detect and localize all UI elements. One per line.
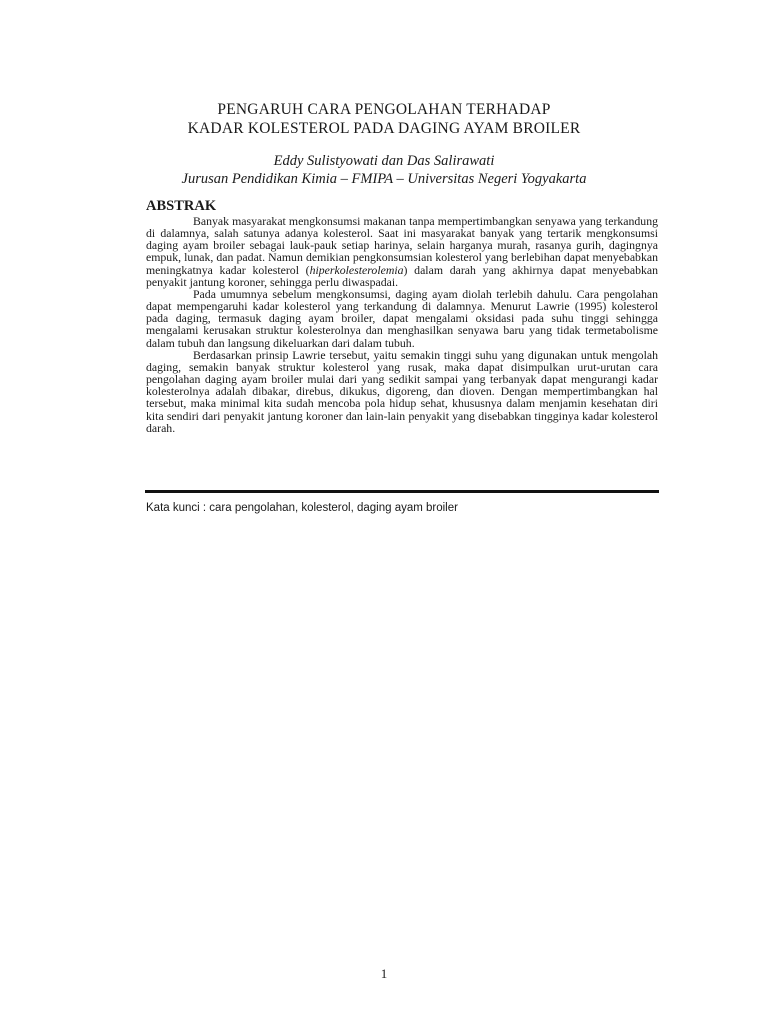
author-names: Eddy Sulistyowati dan Das Salirawati [273,153,495,169]
abstract-p1-text-b: ) dalam darah yang akhirnya dapat menyebabkan penyakit jantung koroner, sehingga perlu diwaspadai. [146,262,658,289]
abstract-paragraph-1 [146,215,658,288]
page-number: 1 [380,966,388,981]
abstract-p1-italic-term: hiperkolesterolemia [309,262,404,277]
title-line-2: KADAR KOLESTEROL PADA DAGING AYAM BROILER [187,120,581,137]
keywords-line: Kata kunci : cara pengolahan, kolesterol, daging ayam broiler [146,502,458,514]
author-block [0,152,768,188]
abstract-body [146,215,658,434]
section-divider [145,490,659,493]
abstract-p1-text-a: Banyak masyarakat mengkonsumsi makanan tanpa mempertimbangkan senyawa yang terkandung di dalamnya, salah satunya adanya kolesterol. Saat ini masyarakat banyak yang tertarik mengkonsumsi daging ayam broiler sebagai lauk-pauk setiap harinya, selain harganya murah, rasanya gurih, dagingnya empuk, lunak, dan padat. Namun demikian pengkonsumsian kolesterol yang berlebihan dapat menyebabkan meningkatnya kadar kolesterol ( [146,214,658,277]
abstract-paragraph-3: Berdasarkan prinsip Lawrie tersebut, yaitu semakin tinggi suhu yang digunakan untuk mengolah daging, semakin banyak struktur kolesterol yang rusak, maka dapat disimpulkan urut-urutan cara pengolahan daging ayam broiler mulai dari yang sedikit sampai yang terbanyak dapat mengurangi kadar kolesterolnya adalah dibakar, direbus, dikukus, digoreng, dan dioven. Dengan mempertimbangkan hal tersebut, maka minimal kita sudah mencoba pola hidup sehat, khususnya dalam menjamin kesehatan diri kita sendiri dari penyakit jantung koroner dan lain-lain penyakit yang disebabkan tingginya kadar kolesterol darah. [146,347,658,435]
abstract-paragraph-2: Pada umumnya sebelum mengkonsumsi, daging ayam diolah terlebih dahulu. Cara pengolahan dapat mempengaruhi kadar kolesterol yang terkandung di dalamnya. Menurut Lawrie (1995) kolesterol pada daging, termasuk daging ayam broiler, dapat mengalami oksidasi pada suhu tinggi sehingga mengalami kerusakan struktur kolesterolnya dan menghasilkan senyawa baru yang tidak termetabolisme dalam tubuh dan langsung dikeluarkan dari dalam tubuh. [146,286,658,350]
paper-title [0,100,768,138]
abstract-heading: ABSTRAK [146,198,217,214]
author-affiliation: Jurusan Pendidikan Kimia – FMIPA – Universitas Negeri Yogyakarta [181,171,587,187]
abstract-section [146,197,658,434]
title-line-1: PENGARUH CARA PENGOLAHAN TERHADAP [217,101,551,118]
